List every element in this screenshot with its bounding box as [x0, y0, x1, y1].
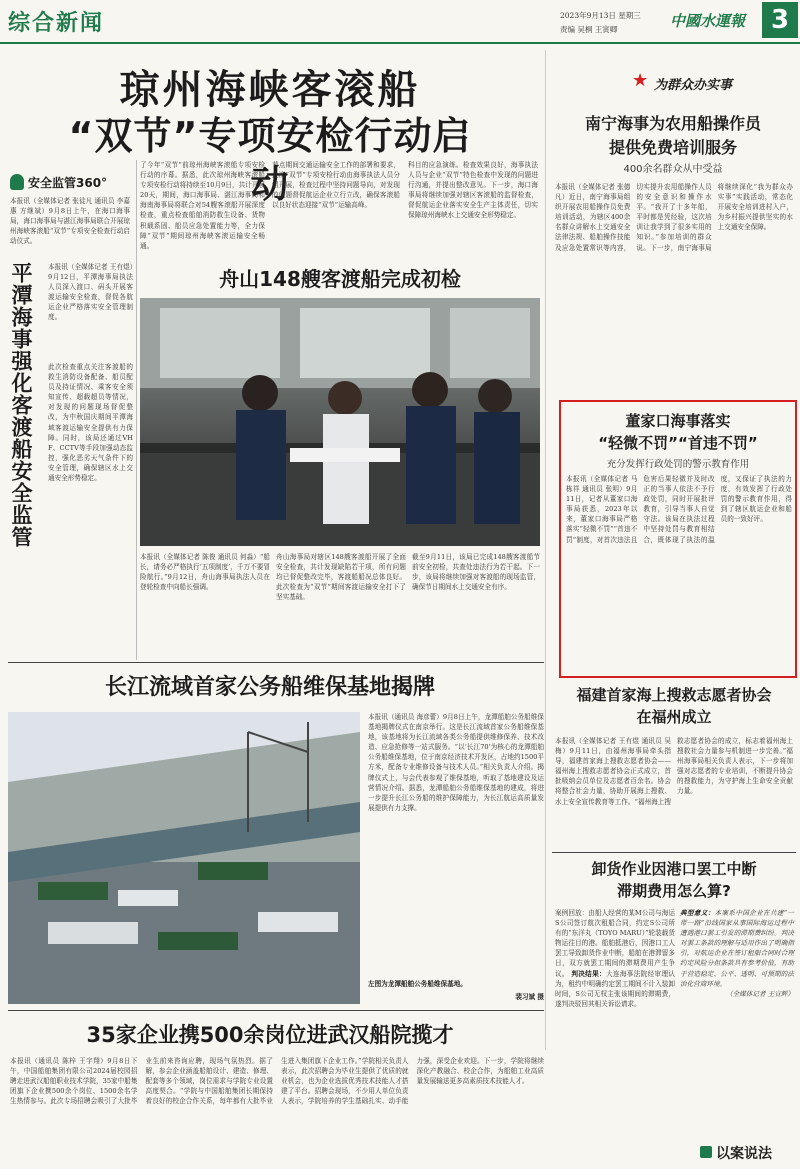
section-rule: [552, 852, 796, 853]
right1-subtitle: 400余名群众从中受益: [623, 164, 723, 175]
right4-title-line-1: 卸货作业因港口罢工中断: [591, 860, 757, 878]
pingtan-byline: 本报讯（全媒体记者 王有煜）9月12日，平潭海事局执法人员深入渡口、码头开展客渡运输安全检查，督促各航运企业严格落实安全管理制度。: [48, 263, 133, 322]
pingtan-body: 此次检查重点关注客渡船的救生消防设备配备、船员配员及持证情况、乘客安全须知宣传、超载超员等情况，对发现的问题现场督促整改，为中秋国庆期间平潭海域客渡运输安全提供有力保障。同时，该局还通过VHF、CCTV等手段加强动态监控，强化恶劣天气条件下的安全管理，确保辖区水上交通安全形势稳定。: [48, 363, 133, 483]
main-byline: 本报讯（全媒体记者 张徒凡 通讯员 李嘉惠 方继斌）9月8日上午，在海口海事局，海口海事局与湛江海事局联合开展琼州海峡客滚船“双节”专项安全检查行动启动仪式。: [10, 197, 130, 246]
right3-title-line-1: 福建首家海上搜救志愿者协会: [576, 686, 772, 704]
shipyard-illustration: [8, 712, 360, 1004]
column-label: [700, 1142, 796, 1164]
column-rule: [136, 160, 137, 660]
right2-title-line-2: “轻微不罚”“首违不罚”: [598, 434, 758, 452]
right4-case-text: 案例回放：由船人经营的某M公司与海运S公司签订航次租船合同，约定S公司所有的“东洋丸（TOYO MARU）”轮装载货物运往目的港。船舶抵港后，因港口工人罢工导致卸货作业中断，船舶在港滞留多日，双方就罢工期间的滞期费用产生争议。: [555, 909, 675, 978]
right2-subtitle: 充分发挥行政处罚的警示教育作用: [606, 459, 750, 470]
changjiang-caption: 左图为龙潭船舶公务船维保基地。: [368, 980, 467, 988]
right4-title-line-2: 滞期费用怎么算?: [617, 882, 731, 900]
zhoushan-body-2: 舟山海事局对辖区148艘客渡船开展了全面安全检查，共计发现缺陷若干项，所有问题均已督促整改完毕，客渡船船况总体良好。此次检查为“双节”期间客渡运输安全打下了坚实基础。: [276, 553, 406, 602]
right4-body: [555, 908, 675, 1164]
safety-label-text: 安全监管360°: [28, 176, 108, 190]
changjiang-photographer: 裴习斌 摄: [515, 993, 544, 1001]
main-body-4: 科目的应急演练。检查效果良好，海事执法人员与企业“双节”特色检查中发现的问题进行沟通，并提出整改意见。下一步，海口海事局将继续加强对辖区客滚船的监督检查，督促航运企业落实安全生产主体责任，切实保障琼州海峡水上交通安全形势稳定。: [408, 161, 538, 220]
zhoushan-body-3: 截至9月11日，该局已完成148艘客渡船节前安全初检，共查处违法行为若干起。下一步，该局将继续加强对客渡船的现场监管，确保节日期间水上交通安全有序。: [412, 553, 540, 592]
pingtan-title-text: 平潭海事强化客渡船安全监管: [9, 262, 33, 548]
masthead-rule: [0, 42, 800, 44]
gavel-icon: [700, 1146, 712, 1158]
right1-title-line-2: 提供免费培训服务: [608, 138, 737, 157]
right1-body: 本报讯（全媒体记者 张德凡）近日，南宁海事局组织开展农用船操作员免费培训活动，为辖区400余名群众讲解水上交通安全法律法规、船舶操作技能及应急处置常识等内容，切实提升农用船操作人员的安全意识和操作水平。“我开了十多年船，平时都是凭经验，这次培训让我学到了很多实用的知识。”参加培训的群众说。下一步，南宁海事局将继续深化“我为群众办实事”实践活动，常态化开展安全培训进村入户，为乡村振兴提供坚实的水上交通安全保障。: [555, 183, 793, 252]
main-body-2: 了今年“双节”前琼州海峡客滚船专项安检行动的序幕。据悉，此次琼州海峡客滚船专项安检行动将持续至10月9日，共计开展20天，期间，海口海事局、湛江海事局和海南海事局将联合对54艘客滚船开展深度检查，重点检查船舶消防救生设备、货物积载系固、船员应急处置能力等，全力保障“双节”期间琼州海峡客滚运输安全畅通。: [140, 161, 265, 250]
masthead-editors: 责编 吴桐 王寅卿: [560, 25, 618, 34]
section-rule: [8, 1010, 544, 1011]
changjiang-title: 长江流域首家公务船维保基地揭牌: [104, 675, 435, 700]
section-rule: [8, 662, 544, 663]
zhoushan-caption: 本报讯（全媒体记者 陈俊 通讯员 何淼）“船长，请务必严格执行‘五项制度’，千万不要冒险航行。”9月12日，舟山海事局执法人员在登轮检查中向船长强调。: [140, 553, 270, 592]
masthead-date: 2023年9月13日 星期三: [560, 11, 641, 20]
masthead: [0, 0, 800, 42]
right4-commentary-label: 典型意义：: [680, 909, 715, 917]
zhoushan-title: 舟山148艘客渡船完成初检: [219, 267, 461, 291]
pingtan-body-cont: [8, 575, 133, 675]
right2-title-line-1: 董家口海事落实: [625, 412, 731, 430]
right1-title-line-1: 南宁海事为农用船操作员: [584, 114, 761, 133]
safety-label: [10, 172, 110, 192]
right4-commentary-text: 本案系中国企业在共建“一带一路”沿线国家从事国际海运过程中遭遇港口罢工引发的滞期费纠纷。判决对罢工条款的理解与适用作出了明确指引，对航运企业在签订租船合同时合理约定风险分担条款具有参考价值，有助于营造稳定、公平、透明、可预期的法治化营商环境。: [680, 909, 795, 988]
changjiang-photo: [8, 712, 360, 1004]
right4-byline: （全媒体记者 王宣辉）: [725, 989, 794, 998]
main-body-3: 节点期间交通运输安全工作的部署和要求，此次“双节”专项安检行动由海事执法人员分组开展，检查过程中坚持问题导向，对发现的问题督促航运企业立行立改，确保客滚船以良好状态迎接“双节”运输高峰。: [272, 161, 400, 210]
right1-banner-text: 为群众办实事: [654, 78, 733, 93]
bridge-inspection-illustration: [140, 298, 540, 546]
main-headline-line-2: “双节”专项安检行动启动: [68, 114, 472, 206]
right4-commentary: [680, 908, 794, 1140]
right1-banner: [632, 68, 732, 108]
changjiang-body: 本报讯（通讯员 海彦蕾）9月8日上午，龙潭船舶公务船维保基地揭牌仪式在南京举行。这是长江流域首家公务船维保基地，该基地将为长江流域各类公务船提供维修保养、技术改造、应急抢修等一站式服务。“以‘长江70’为核心的龙潭船舶公务船维保基地，位于南京经济技术开发区，占地约1500平方米，配备专业维修设备与技术人员。”相关负责人介绍。揭牌仪式上，与会代表参观了维保基地，听取了基地建设及运营情况介绍。据悉，龙潭船舶公务船维保基地的建成，将进一步提升长江公务船的维护保障能力，为长江航运高质量发展提供有力支撑。: [368, 713, 544, 812]
star-icon: ★: [632, 70, 649, 91]
right3-title-line-2: 在福州成立: [636, 708, 712, 726]
right2-body: 本报讯（全媒体记者 马栋祥 通讯员 张明）9月11日，记者从董家口海事局获悉，2023年以来，董家口海事局严格落实“轻微不罚”“首违不罚”制度，对首次违法且危害后果轻微并及时改正的当事人依法不予行政处罚，同时开展批评教育，引导当事人自觉守法。该局在执法过程中坚持处罚与教育相结合，既体现了执法的温度，又保证了执法的力度，有效发挥了行政处罚的警示教育作用，得到了辖区航运企业和船员的一致好评。: [566, 475, 792, 544]
section-title: 综合新闻: [8, 11, 105, 36]
zhoushan-photo: [140, 298, 540, 546]
right3-body: 本报讯（全媒体记者 王有煜 通讯员 吴梅）9月11日，由福州海事局牵头指导，福建首家海上搜救志愿者协会——福州海上搜救志愿者协会正式成立，首批吸纳会员单位及志愿者百余名。协会将整合社会力量，协助开展海上搜救、水上安全宣传教育等工作。“福州海上搜救志愿者协会的成立，标志着福州海上搜救社会力量参与机制进一步完善。”福州海事局相关负责人表示，下一步将加强对志愿者的专业培训，不断提升协会的搜救能力，为守护海上生命安全贡献力量。: [555, 737, 793, 806]
column-label-text: 以案说法: [716, 1146, 772, 1162]
right4-verdict-text: 大连海事法院经审理认为，租约中明确约定罢工期间不计入装卸时间，S公司无权主张该期间的滞期费，遂判决驳回其相关诉讼请求。: [555, 969, 676, 1008]
right4-verdict-label: 判决结果：: [571, 969, 606, 978]
main-headline-line-1: 琼州海峡客滚船: [119, 67, 421, 113]
paper-logo: 中國水運報: [670, 12, 746, 30]
enterprise-body: 本报讯（通讯员 陈梓 王宇翔）9月8日下午，中国船舶集团有限公司2024届校园招聘走进武汉船舶职业技术学院，35家中船集团旗下企业携500余个岗位、1500余名学生热情参与。此次专场招聘会吸引了大批毕业生前来咨询应聘，现场气氛热烈。据了解，参会企业涵盖船舶设计、建造、修理、配套等多个领域，岗位需求与学院专业设置高度契合。“学院与中国船舶集团长期保持着良好的校企合作关系，每年都有大批毕业生进入集团旗下企业工作。”学院相关负责人表示，此次招聘会为毕业生提供了优质的就业机会，也为企业选拔优秀技术技能人才搭建了平台。招聘会现场，不少用人单位负责人表示，学院培养的学生基础扎实、动手能力强，深受企业欢迎。下一步，学院将继续深化产教融合、校企合作，为船舶工业高质量发展输送更多高素质技术技能人才。: [10, 1057, 544, 1106]
page-number: 3: [762, 2, 798, 38]
column-rule: [545, 50, 546, 1050]
enterprise-title: 35家企业携500余岗位进武汉船院揽才: [86, 1023, 454, 1047]
shield-icon: [10, 174, 24, 190]
